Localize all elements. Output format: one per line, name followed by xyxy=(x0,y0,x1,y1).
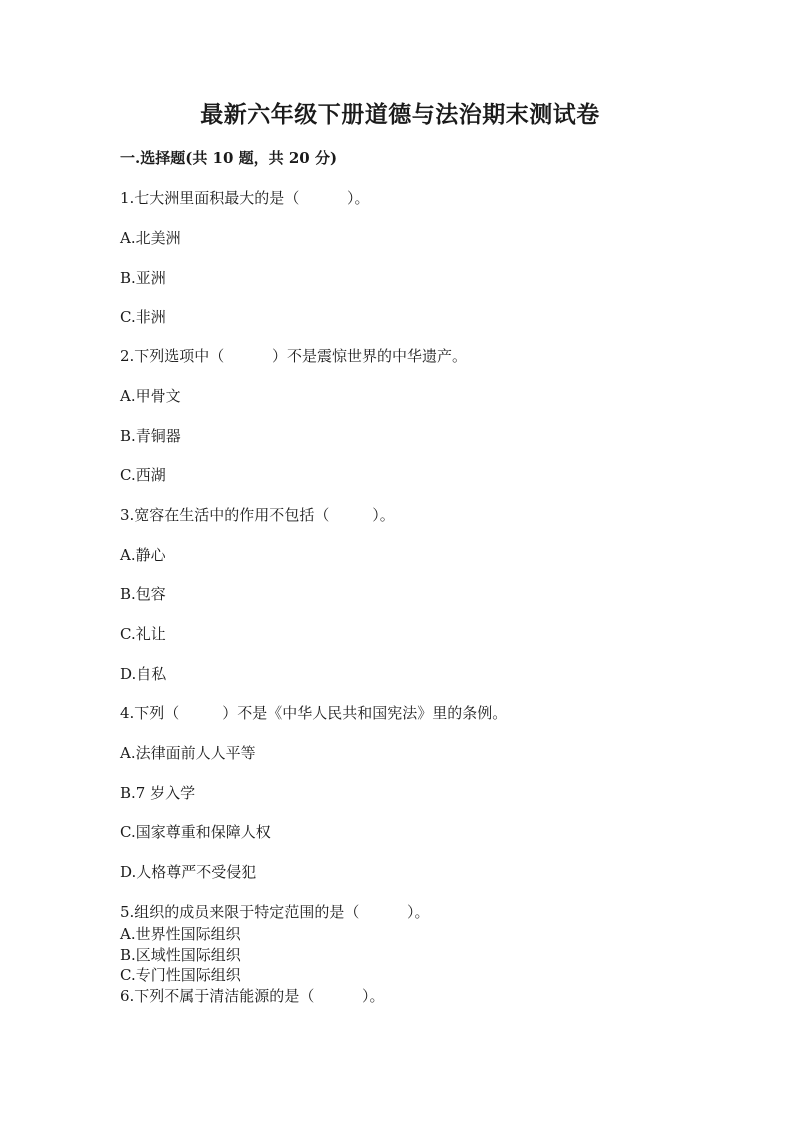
section-heading: 一.选择题(共 10 题，共 20 分) xyxy=(120,149,338,167)
answer-option: C.西湖 xyxy=(120,466,166,484)
answer-option: A.世界性国际组织 xyxy=(120,925,241,943)
question-stem: 2.下列选项中（ ）不是震惊世界的中华遗产。 xyxy=(120,347,467,365)
answer-option: B.青铜器 xyxy=(120,427,181,445)
answer-option: B.区域性国际组织 xyxy=(120,946,241,964)
answer-option: A.甲骨文 xyxy=(120,387,181,405)
answer-option: C.国家尊重和保障人权 xyxy=(120,823,271,841)
answer-option: A.北美洲 xyxy=(120,229,181,247)
question-stem: 1.七大洲里面积最大的是（ ）。 xyxy=(120,189,370,207)
answer-option: B.亚洲 xyxy=(120,269,166,287)
answer-option: D.人格尊严不受侵犯 xyxy=(120,863,257,881)
question-stem: 3.宽容在生活中的作用不包括（ ）。 xyxy=(120,506,395,524)
answer-option: C.非洲 xyxy=(120,308,166,326)
answer-option: A.法律面前人人平等 xyxy=(120,744,256,762)
answer-option: B.7 岁入学 xyxy=(120,784,196,802)
page-title: 最新六年级下册道德与法治期末测试卷 xyxy=(200,101,600,128)
answer-option: B.包容 xyxy=(120,585,166,603)
answer-option: A.静心 xyxy=(120,546,166,564)
answer-option: D.自私 xyxy=(120,665,167,683)
question-stem: 5.组织的成员来限于特定范围的是（ ）。 xyxy=(120,903,430,921)
answer-option: C.专门性国际组织 xyxy=(120,966,241,984)
question-stem: 4.下列（ ）不是《中华人民共和国宪法》里的条例。 xyxy=(120,704,508,722)
answer-option: C.礼让 xyxy=(120,625,166,643)
question-stem: 6.下列不属于清洁能源的是（ ）。 xyxy=(120,987,385,1005)
